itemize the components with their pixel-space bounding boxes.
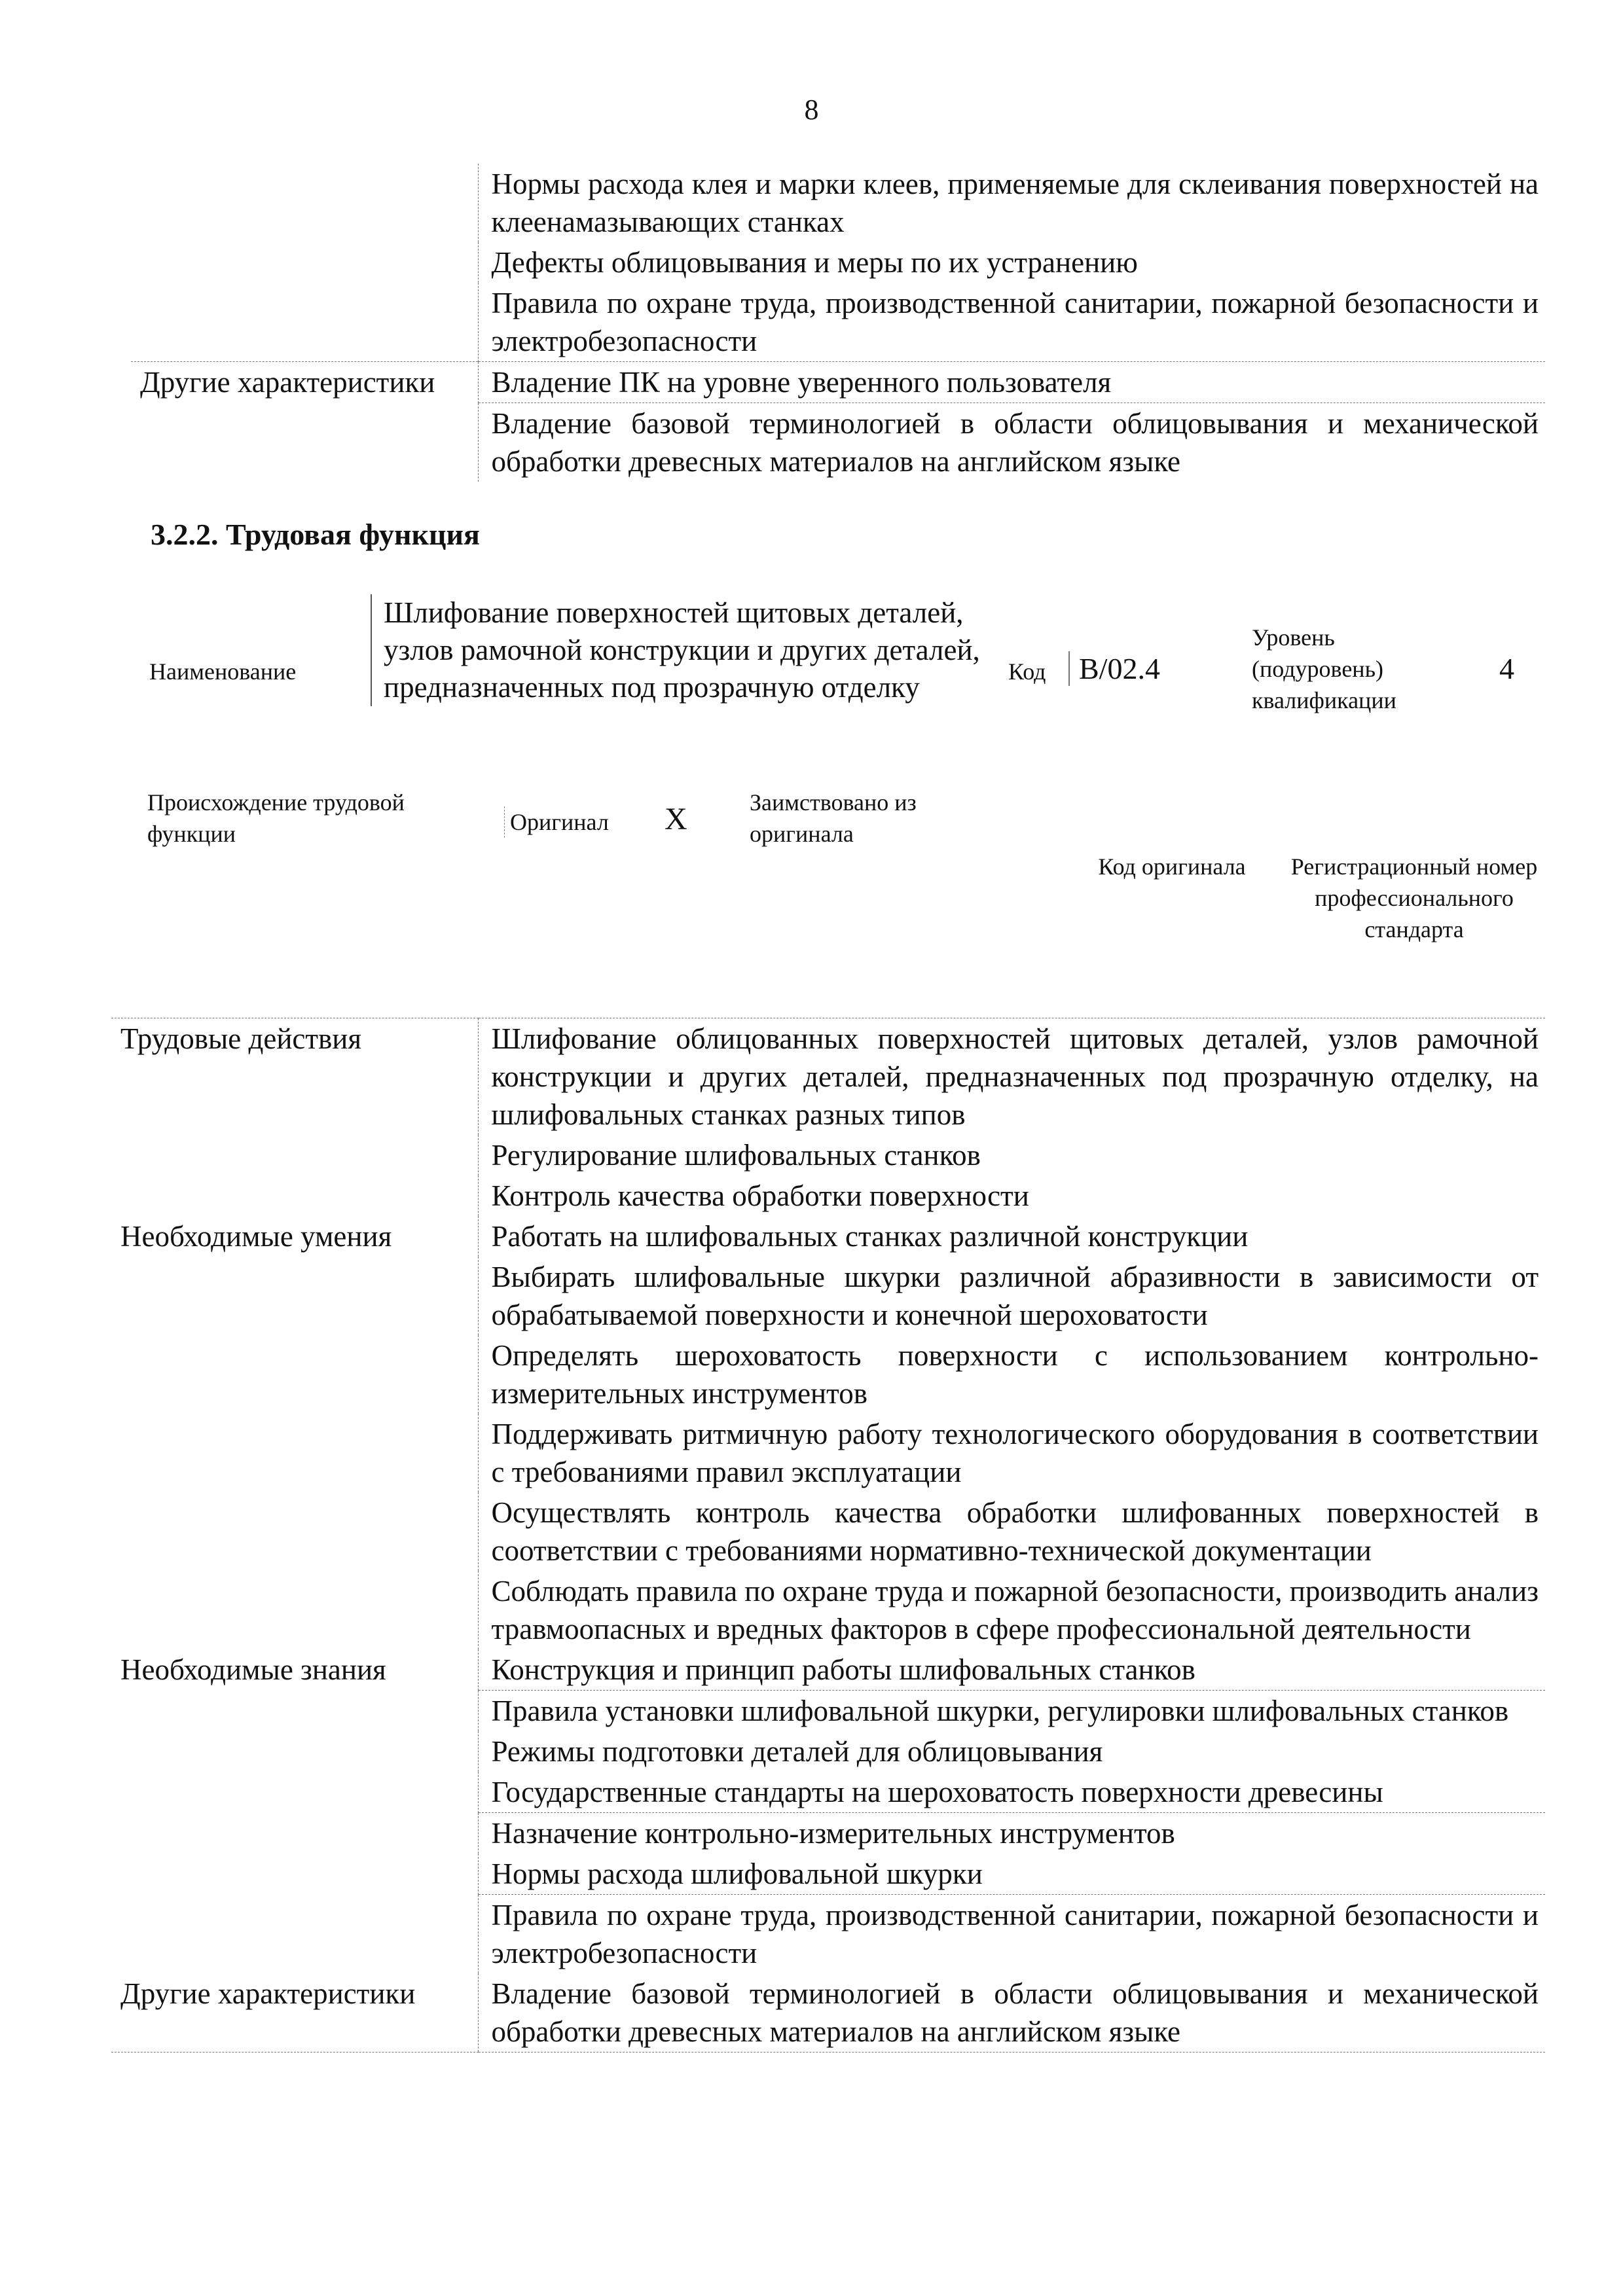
row-label: Трудовые действия [111, 1018, 478, 1217]
table-cell: Правила по охране труда, производственной санитарии, пожарной безопасности и электробезопасности [478, 283, 1545, 362]
row-label: Другие характеристики [111, 1973, 478, 2053]
table-cell: Нормы расхода клея и марки клеев, применяемые для склеивания поверхностей на клеенамазывающих станках [478, 164, 1545, 242]
code-value: B/02.4 [1068, 651, 1160, 686]
table-cell: Конструкция и принцип работы шлифовальных станков [478, 1649, 1545, 1691]
table-cell: Определять шероховатость поверхности с использованием контрольно-измерительных инструментов [478, 1335, 1545, 1414]
table-cell: Правила установки шлифовальной шкурки, регулировки шлифовальных станков [478, 1691, 1545, 1732]
table-cell: Владение базовой терминологией в области облицовывания и механической обработки древесных материалов на английском языке [478, 403, 1545, 482]
table-cell: Правила по охране труда, производственной санитарии, пожарной безопасности и электробезопасности [478, 1895, 1545, 1974]
table-cell: Поддерживать ритмичную работу технологического оборудования в соответствии с требованиями правил эксплуатации [478, 1414, 1545, 1492]
table-cell: Осуществлять контроль качества обработки шлифованных поверхностей в соответствии с требованиями нормативно-технической документации [478, 1492, 1545, 1571]
section-heading: 3.2.2. Трудовая функция [151, 518, 480, 551]
prev-requirements-table [131, 164, 1545, 482]
original-label: Оригинал [504, 806, 609, 838]
table-cell: Владение базовой терминологией в области облицовывания и механической обработки древесных материалов на английском языке [478, 1973, 1545, 2053]
code-original-label: Код оригинала [1098, 853, 1246, 880]
level-value: 4 [1499, 652, 1514, 685]
code-label: Код [1008, 658, 1046, 685]
table-row [131, 164, 1545, 242]
origin-label: Происхождение трудовой функции [147, 789, 405, 847]
table-cell: Контроль качества обработки поверхности [478, 1175, 1545, 1216]
reg-number-label: Регистрационный номер профессионального стандарта [1290, 853, 1538, 942]
table-row [111, 1649, 1545, 1691]
level-label: Уровень (подуровень) квалификации [1252, 624, 1396, 713]
table-cell: Владение ПК на уровне уверенного пользователя [478, 362, 1545, 403]
name-label: Наименование [149, 658, 297, 685]
table-cell: Назначение контрольно-измерительных инструментов [478, 1813, 1545, 1854]
row-label: Необходимые знания [120, 1653, 386, 1686]
function-name: Шлифование поверхностей щитовых деталей, узлов рамочной конструкции и других деталей, предназначенных под прозрачную отделку [371, 594, 1006, 706]
table-cell: Нормы расхода шлифовальной шкурки [478, 1854, 1545, 1895]
table-row [111, 1216, 1545, 1257]
row-label [131, 164, 478, 362]
original-mark: X [665, 802, 687, 836]
row-label: Необходимые умения [120, 1220, 392, 1253]
function-requirements-table [111, 1018, 1545, 2053]
table-cell: Выбирать шлифовальные шкурки различной абразивности в зависимости от обрабатываемой поверхности и конечной шероховатости [478, 1257, 1545, 1335]
table-cell: Работать на шлифовальных станках различной конструкции [478, 1216, 1545, 1257]
table-cell: Шлифование облицованных поверхностей щитовых деталей, узлов рамочной конструкции и других деталей, предназначенных под прозрачную отделку, на шлифовальных станках разных типов [478, 1018, 1545, 1136]
table-cell: Регулирование шлифовальных станков [478, 1135, 1545, 1175]
table-cell: Режимы подготовки деталей для облицовывания [478, 1731, 1545, 1772]
table-row [111, 1018, 1545, 1136]
page-number: 8 [804, 94, 819, 126]
table-row [131, 362, 1545, 403]
table-row [111, 1973, 1545, 2053]
table-cell: Соблюдать правила по охране труда и пожарной безопасности, производить анализ травмоопасных и вредных факторов в сфере профессиональной деятельности [478, 1571, 1545, 1649]
table-cell: Государственные стандарты на шероховатость поверхности древесины [478, 1772, 1545, 1813]
table-cell: Дефекты облицовывания и меры по их устранению [478, 242, 1545, 283]
row-label: Другие характеристики [131, 362, 478, 482]
borrowed-label: Заимствовано из оригинала [750, 789, 917, 847]
